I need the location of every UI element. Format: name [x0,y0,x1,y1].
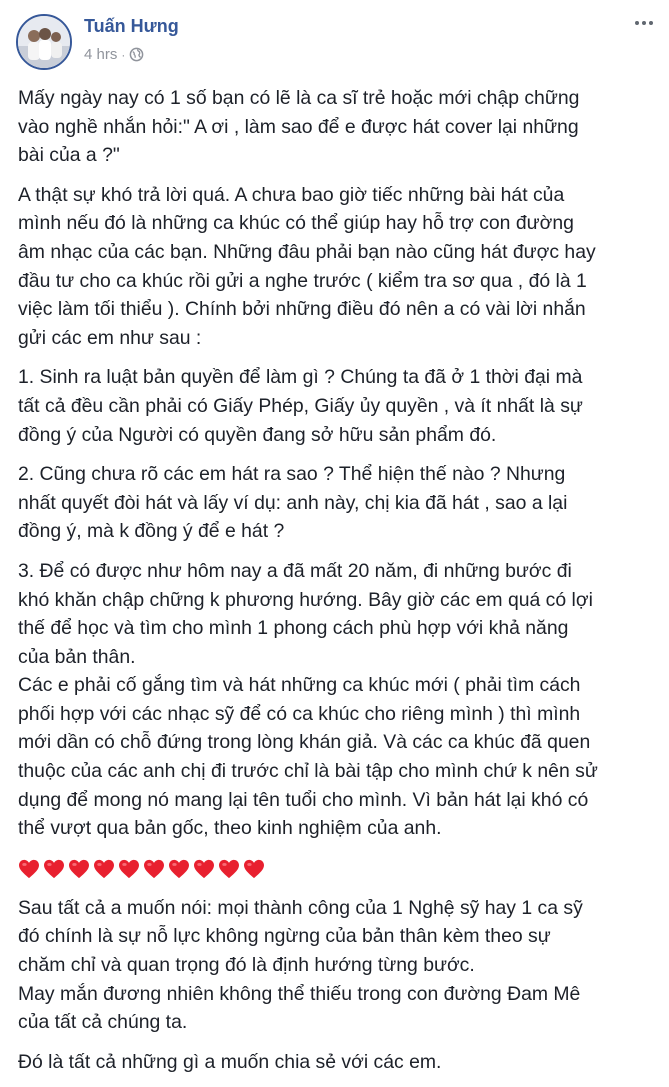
text-line: đầu tư cho ca khúc rồi gửi a nghe trước ( kiểm tra sơ qua , đó là 1 [18,269,587,292]
text-line: âm nhạc của các bạn. Những đâu phải bạn nào cũng hát được hay [18,240,596,263]
post-paragraph [18,894,658,1037]
text-line: Sau tất cả a muốn nói: mọi thành công của 1 Nghệ sỹ hay 1 ca sỹ [18,896,583,919]
text-line: vào nghề nhắn hỏi:" A ơi , làm sao để e được hát cover lại những [18,115,579,138]
text-line: của tất cả chúng ta. [18,1011,188,1034]
text-line: thuộc của các anh chị đi trước chỉ là bài tập cho mình chứ k nên sử [18,760,598,783]
text-line: bài của a ?" [18,144,120,167]
text-line: A thật sự khó trả lời quá. A chưa bao giờ tiếc những bài hát của [18,183,565,206]
text-line: chăm chỉ và quan trọng đó là định hướng từng bước. [18,954,475,977]
text-line: 3. Để có được như hôm nay a đã mất 20 năm, đi những bước đi [18,559,572,582]
text-line: tất cả đều cần phải có Giấy Phép, Giấy ủy quyền , và ít nhất là sự [18,394,583,417]
heart-icon [243,859,265,879]
post-paragraph [18,557,658,843]
text-line: khó khăn chập chững k phương hướng. Bây giờ các em quá có lợi [18,588,593,611]
post-header [16,14,656,74]
text-line: đồng ý, mà k đồng ý để e hát ? [18,520,285,543]
text-line: 2. Cũng chưa rõ các em hát ra sao ? Thể hiện thế nào ? Nhưng [18,463,566,486]
author-name[interactable]: Tuấn Hưng [84,16,179,36]
post-closing-paragraphs [18,894,658,1077]
post-paragraph [18,460,658,546]
text-line: nhất quyết đòi hát và lấy ví dụ: anh này, chị kia đã hát , sao a lại [18,491,568,514]
heart-icon [218,859,240,879]
heart-icon [193,859,215,879]
text-line: thể vượt qua bản gốc, theo kinh nghiệm của anh. [18,817,442,840]
post-timestamp[interactable]: 4 hrs [84,46,118,63]
text-line: gửi các em như sau : [18,326,202,349]
text-line: dụng để mong nó mang lại tên tuổi cho mình. Vì bản hát lại khó có [18,788,589,811]
text-line: Mấy ngày nay có 1 số bạn có lẽ là ca sĩ trẻ hoặc mới chập chững [18,87,580,109]
text-line: thế để học và tìm cho mình 1 phong cách phù hợp với khả năng [18,617,569,640]
dot-icon [642,21,646,25]
separator-dot: · [121,47,126,62]
hearts-row [18,854,658,884]
heart-icon [118,859,140,879]
text-line: của bản thân. [18,645,136,668]
text-line: 1. Sinh ra luật bản quyền để làm gì ? Chúng ta đã ở 1 thời đại mà [18,366,583,389]
text-line: May mắn đương nhiên không thể thiếu trong con đường Đam Mê [18,982,581,1005]
text-line: đồng ý của Người có quyền đang sở hữu sản phẩm đó. [18,423,497,446]
dot-icon [649,21,653,25]
heart-icon [93,859,115,879]
heart-icon [68,859,90,879]
dot-icon [635,21,639,25]
post-meta [84,46,144,63]
post-paragraph [18,84,658,170]
text-line: mới dần có chỗ đứng trong lòng khán giả. Và các ca khúc đã quen [18,731,591,754]
post-body [18,84,658,1087]
avatar[interactable] [16,14,72,70]
avatar-photo [18,16,70,68]
text-line: Các e phải cố gắng tìm và hát những ca khúc mới ( phải tìm cách [18,674,581,697]
post-paragraph [18,181,658,353]
heart-icon [168,859,190,879]
text-line: Đó là tất cả những gì a muốn chia sẻ với các em. [18,1050,442,1073]
heart-icon [18,859,40,879]
post-options-button[interactable] [632,14,656,32]
post-paragraph [18,1048,658,1077]
heart-icon [43,859,65,879]
text-line: việc làm tối thiểu ). Chính bởi những điều đó nên a có vài lời nhắn [18,298,586,321]
text-line: đó chính là sự nỗ lực không ngừng của bản thân kèm theo sự [18,925,551,948]
heart-icon [143,859,165,879]
text-line: phối hợp với các nhạc sỹ để có ca khúc cho riêng mình ) thì mình [18,702,581,725]
text-line: mình nếu đó là những ca khúc có thể giúp hay hỗ trợ con đường [18,212,574,235]
globe-icon[interactable] [129,47,144,62]
post-paragraphs [18,84,658,843]
post-paragraph [18,363,658,449]
